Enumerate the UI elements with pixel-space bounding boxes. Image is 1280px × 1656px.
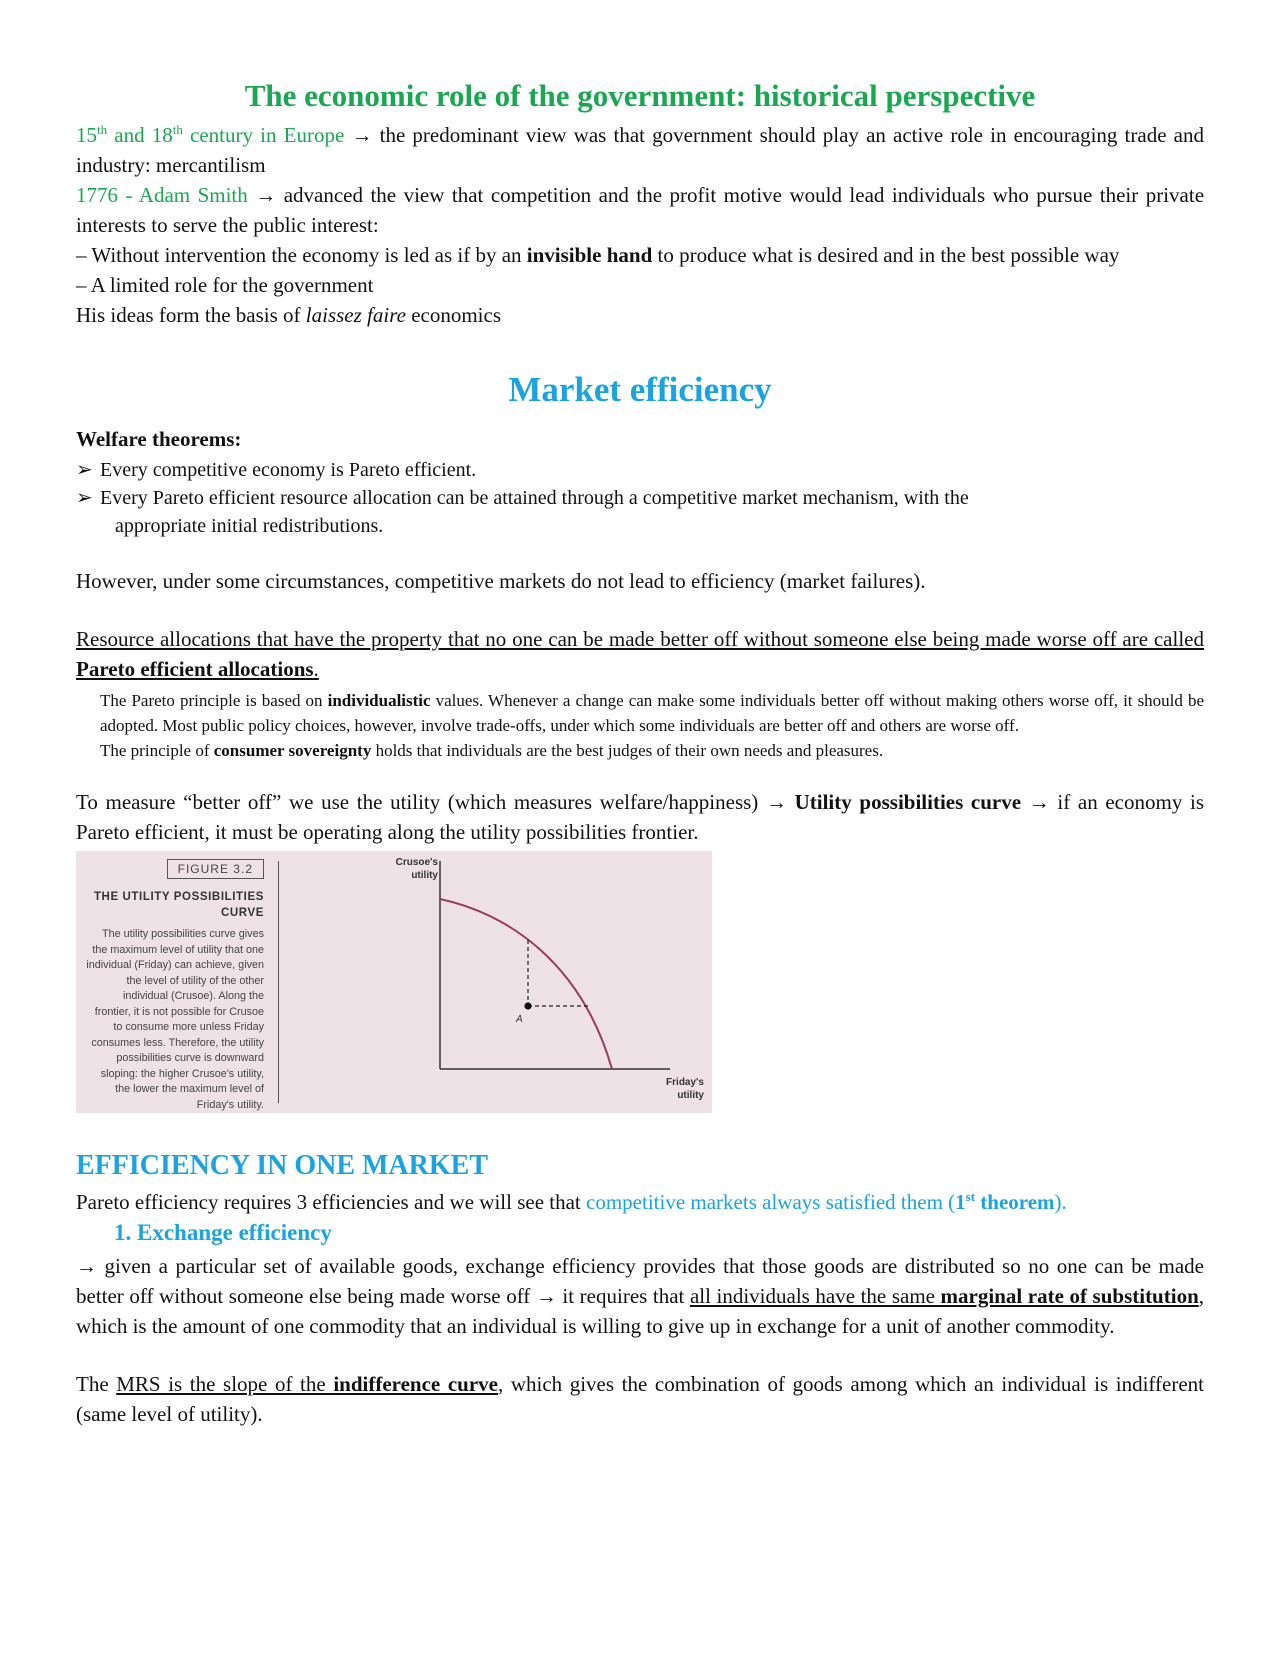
paragraph-utility-measure: To measure “better off” we use the utility (which measures welfare/happiness) → Utility possibilities curve → if an economy is Pareto efficient, it must be operating along the utility possibilities frontier. (76, 790, 1205, 844)
point-a-marker (524, 1002, 531, 1009)
arrowhead-bullet-icon: ➢ (76, 487, 93, 509)
paragraph-mercantilism: 15th and 18th century in Europe → the predominant view was that government should play an active role in encouraging trade and industry: mercantilism (76, 122, 1204, 177)
era-label: 15th and 18th century in Europe (76, 122, 345, 147)
welfare-theorems-heading: Welfare theorems: (76, 427, 242, 451)
figure-number-badge: FIGURE 3.2 (167, 859, 264, 879)
paragraph-exchange-efficiency: → given a particular set of available goods, exchange efficiency provides that those goods are distributed so no one can be made better off without someone else being made worse off → it requires that all individuals have the same marginal rate of substitution, which is the amount of one commodity that an individual is willing to give up in exchange for a unit of another commodity. (76, 1254, 1204, 1338)
arrow-icon: → (344, 123, 380, 147)
list-item: ➢ Every competitive economy is Pareto efficient. (76, 456, 1204, 484)
paragraph-market-failures: However, under some circumstances, competitive markets do not lead to efficiency (market failures). (76, 569, 926, 593)
section-heading-one-market: EFFICIENCY IN ONE MARKET (76, 1150, 488, 1181)
section-title-market-efficiency: Market efficiency (508, 370, 772, 409)
x-axis-label-line1: Friday's (666, 1077, 704, 1088)
utility-possibilities-figure (76, 851, 712, 1113)
utility-curve-diagram (76, 851, 712, 1113)
arrow-icon: → (247, 183, 284, 207)
paragraph-laissez-faire: His ideas form the basis of laissez faire economics (76, 303, 501, 327)
y-axis-label-line2: utility (411, 870, 438, 881)
list-item: ➢ Every Pareto efficient resource allocation can be attained through a competitive market mechanism, with the appropriate initial redistributions. (76, 484, 1204, 540)
paragraph-mrs-definition: The MRS is the slope of the indifference curve, which gives the combination of goods among which an individual is indifferent (same level of utility). (76, 1372, 1204, 1426)
paragraph-pareto-definition: Resource allocations that have the property that no one can be made better off without someone else being made worse off are called Pareto efficient allocations. (76, 627, 1204, 681)
arrowhead-bullet-icon: ➢ (76, 459, 93, 481)
paragraph-invisible-hand: – Without intervention the economy is led as if by an invisible hand to produce what is desired and in the best possible way (76, 243, 1120, 267)
point-a-label: A (516, 1014, 523, 1025)
utility-possibilities-curve (440, 899, 612, 1069)
welfare-theorems-list (76, 456, 1204, 540)
paragraph-limited-role: – A limited role for the government (76, 273, 374, 297)
x-axis-label-line2: utility (677, 1090, 704, 1101)
note-pareto-principle: The Pareto principle is based on individualistic values. Whenever a change can make some individuals better off without making others worse off, it should be adopted. Most public policy choices, however, involve trade-offs, under which some individuals are better off and others are worse off. The principle of consumer sovereignty holds that individuals are the best judges of their own needs and pleasures. (100, 691, 1204, 760)
figure-caption: The utility possibilities curve gives the maximum level of utility that one individual (Friday) can achieve, given the level of utility of the other individual (Crusoe). Along the frontier, it is not possible for Crusoe to consume more unless Friday consumes less. Therefore, the utility possibilities curve is downward sloping: the higher Crusoe's utility, the lower the maximum level of Friday's utility. (86, 928, 264, 1111)
subheading-exchange-efficiency: 1. Exchange efficiency (114, 1220, 332, 1245)
paragraph-three-efficiencies: Pareto efficiency requires 3 efficiencies and we will see that competitive markets always satisfied them (1st theorem). (76, 1189, 1067, 1214)
section-title-historical: The economic role of the government: historical perspective (244, 78, 1036, 113)
year-label: 1776 - Adam Smith (76, 183, 248, 207)
figure-title: THE UTILITY POSSIBILITIES CURVE (93, 891, 264, 919)
document-page (76, 76, 1204, 1429)
y-axis-label-line1: Crusoe's (395, 857, 438, 868)
paragraph-adam-smith: 1776 - Adam Smith → advanced the view that competition and the profit motive would lead individuals who pursue their private interests to serve the public interest: (76, 183, 1205, 237)
